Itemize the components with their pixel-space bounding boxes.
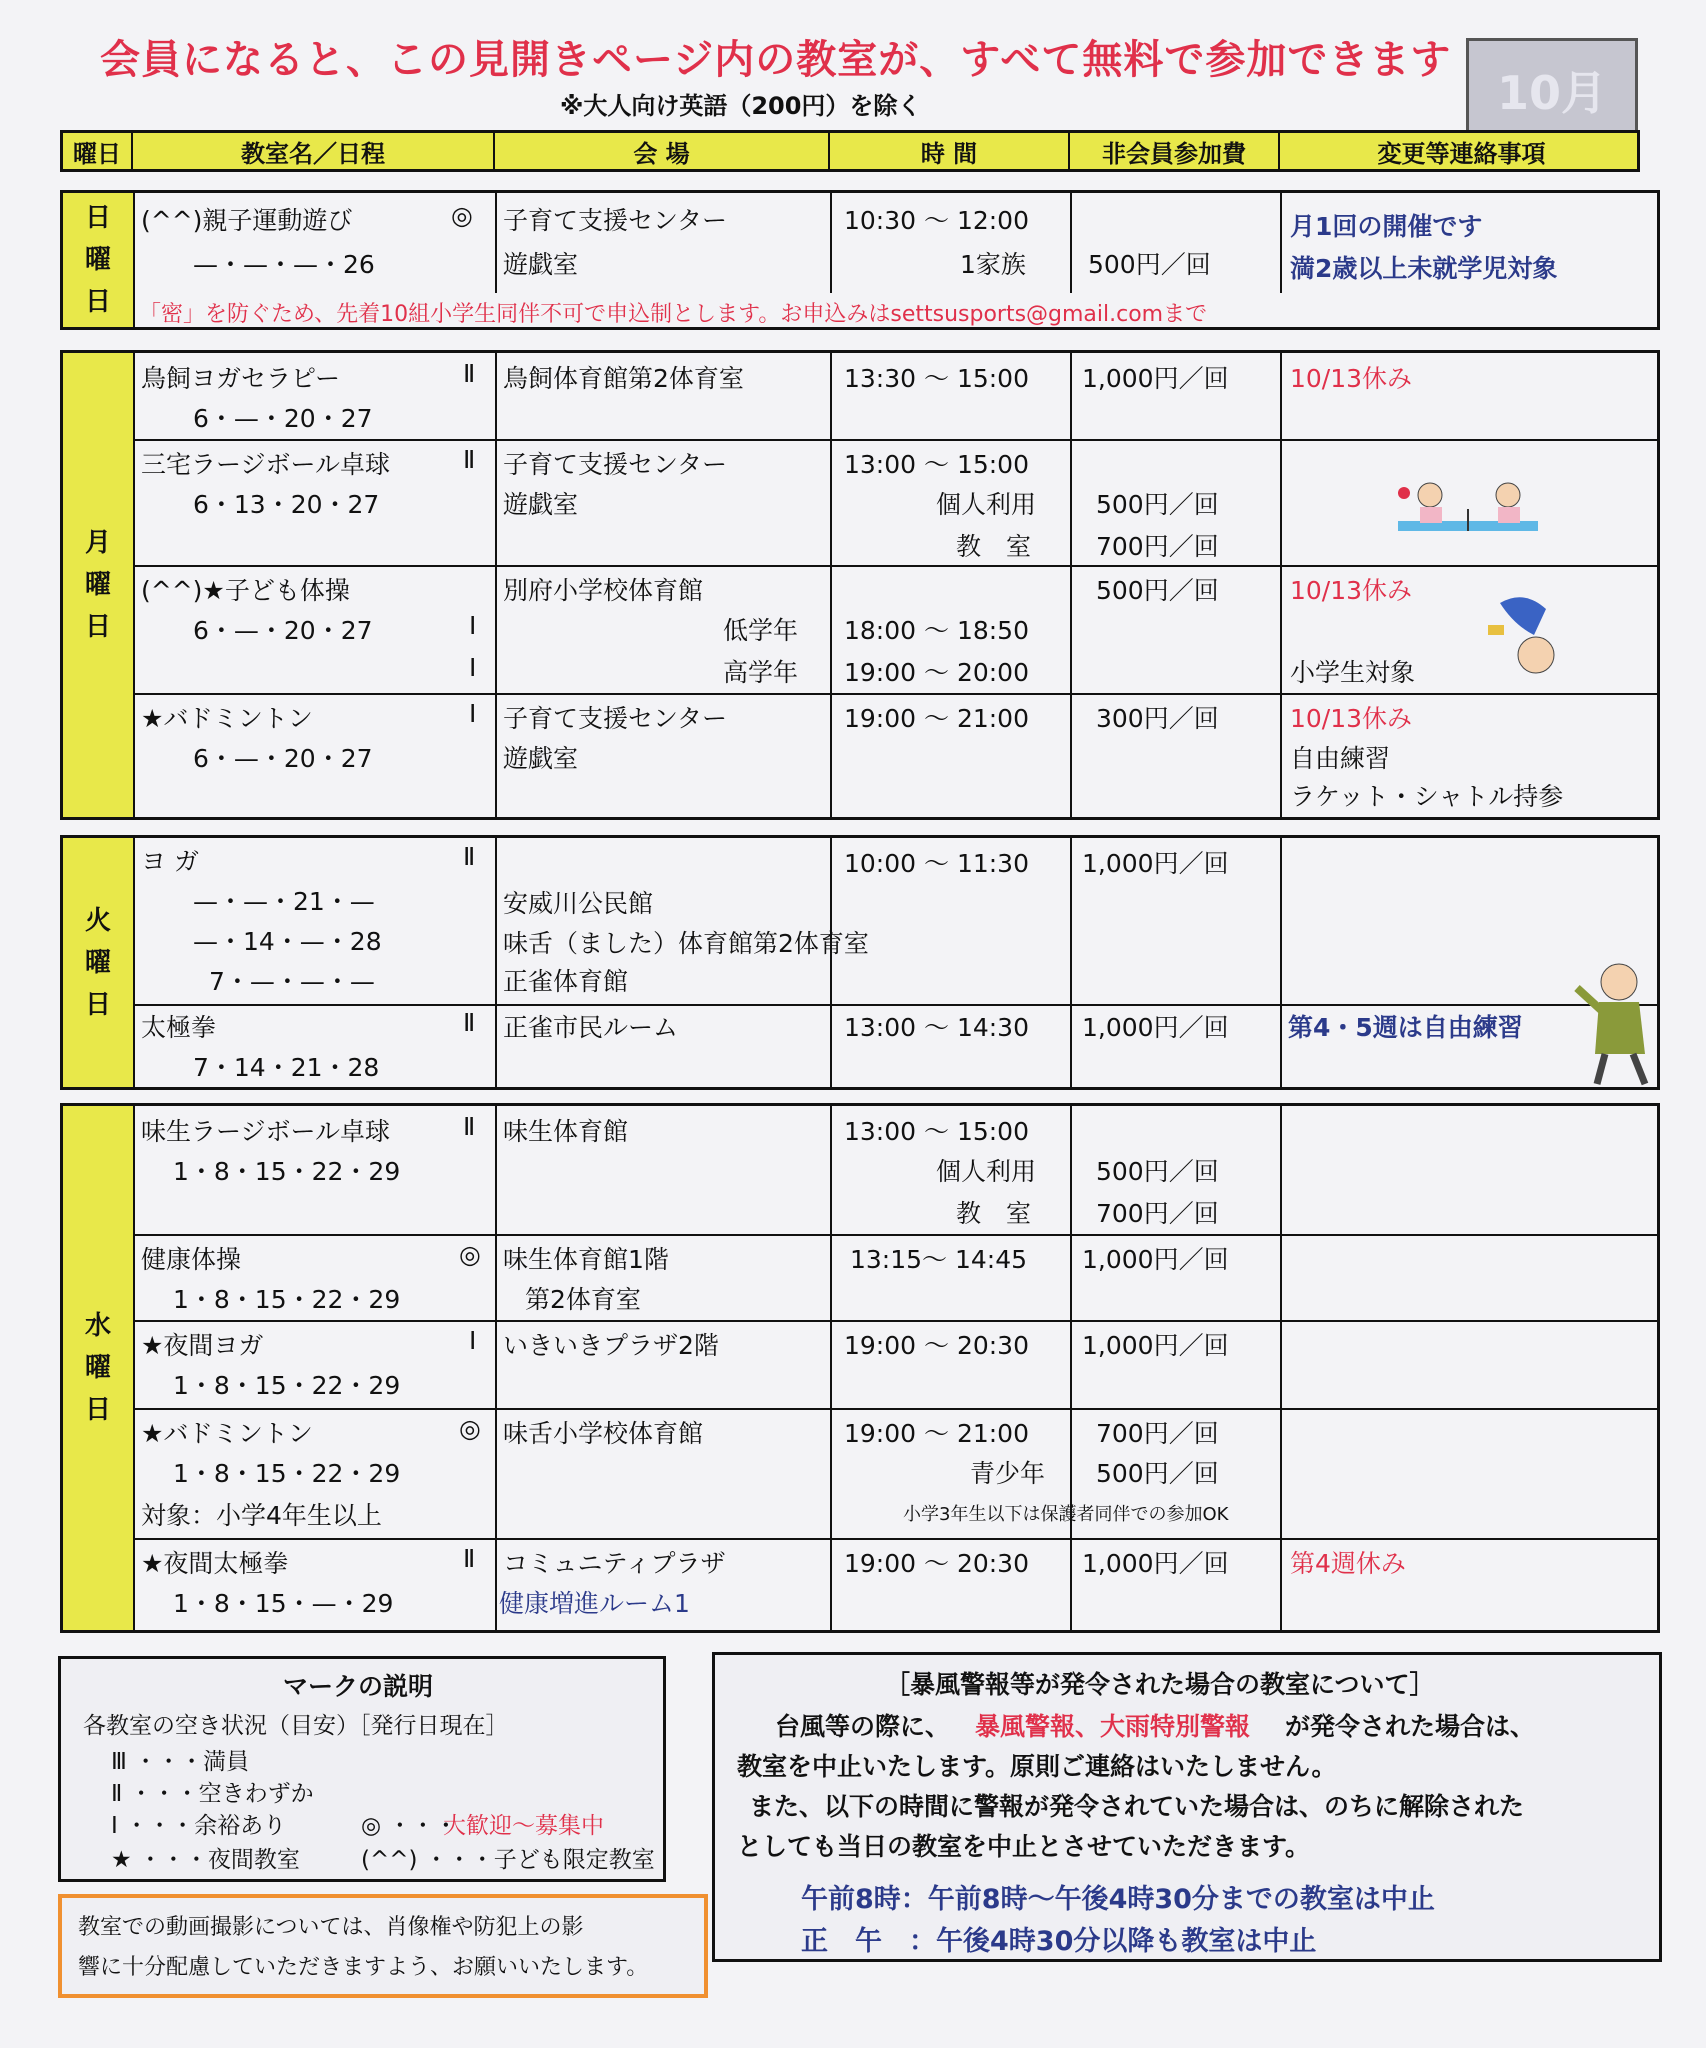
fee: 300円／回	[1096, 704, 1219, 733]
table-row	[133, 838, 1657, 1006]
storm-line: 台風等の際に、	[775, 1712, 951, 1741]
note: 小学生対象	[1290, 658, 1416, 687]
availability-mark: Ⅱ	[463, 842, 476, 871]
header-fee: 非会員参加費	[1070, 133, 1280, 169]
class-time: 13:00 〜 14:30	[844, 1013, 1029, 1042]
legend-mark: Ⅱ ・・・空きわずか	[111, 1781, 314, 1807]
class-dates: —・—・21・—	[193, 887, 375, 916]
availability-mark: Ⅰ	[469, 699, 477, 728]
class-time: 19:00 〜 21:00	[844, 1419, 1029, 1448]
note: 10/13休み	[1290, 576, 1413, 605]
wednesday-label: 水 曜 日	[63, 1106, 135, 1630]
class-dates: —・—・—・26	[193, 250, 375, 279]
fee-type: 教 室	[956, 532, 1032, 561]
fee-type: 個人利用	[936, 1157, 1037, 1186]
class-target: 対象：小学4年生以上	[141, 1501, 382, 1530]
availability-mark: ◎	[459, 1414, 481, 1443]
table-row	[133, 1538, 1657, 1630]
gymnast-illustration-icon	[1480, 585, 1570, 685]
storm-line: としても当日の教室を中止とさせていただきます。	[737, 1832, 1311, 1861]
class-name: 三宅ラージボール卓球	[141, 450, 391, 479]
table-row	[133, 193, 1657, 293]
grade-group: 高学年	[723, 658, 799, 687]
fee-unit: 1家族	[960, 250, 1026, 279]
monday-label: 月 曜 日	[63, 353, 135, 817]
headline: 会員になると、この見開きページ内の教室が、すべて無料で参加できます	[100, 37, 1452, 83]
fee: 1,000円／回	[1082, 364, 1229, 393]
note: 10/13休み	[1290, 364, 1413, 393]
note: 月1回の開催です	[1290, 212, 1483, 241]
fee: 1,000円／回	[1082, 1013, 1229, 1042]
legend-mark: ★ ・・・夜間教室	[111, 1847, 300, 1873]
table-row	[133, 439, 1657, 567]
table-row	[133, 353, 1657, 441]
class-name: 鳥飼ヨガセラピー	[141, 364, 341, 393]
class-time: 19:00 〜 20:30	[844, 1331, 1029, 1360]
table-row	[133, 565, 1657, 695]
storm-rule: 正 午 ：午後4時30分以降も教室は中止	[801, 1926, 1317, 1957]
class-name: ★バドミントン	[141, 704, 313, 733]
warning-line: 響に十分配慮していただきますよう、お願いいたします。	[78, 1955, 649, 1980]
video-warning	[58, 1894, 708, 1998]
storm-warning-notice	[712, 1652, 1662, 1962]
fee-type: 教 室	[956, 1199, 1032, 1228]
tuesday-label: 火 曜 日	[63, 838, 135, 1087]
venue-room: 遊戯室	[503, 744, 579, 773]
class-time: 19:00 〜 21:00	[844, 704, 1029, 733]
month-badge: 10月	[1466, 38, 1638, 148]
class-name: 太極拳	[141, 1013, 217, 1042]
venue: 子育て支援センター	[503, 704, 728, 733]
class-dates: 1・8・15・22・29	[173, 1285, 401, 1314]
venue: 子育て支援センター	[503, 450, 728, 479]
legend-mark: Ⅲ ・・・満員	[111, 1749, 250, 1775]
fee: 1,000円／回	[1082, 1549, 1229, 1578]
warning-line: 教室での動画撮影については、肖像権や防犯上の影	[78, 1915, 584, 1940]
storm-title: ［暴風警報等が発令された場合の教室について］	[885, 1670, 1435, 1699]
legend-mark-highlight: 大歓迎〜募集中	[443, 1813, 604, 1839]
class-time: 19:00 〜 20:00	[844, 658, 1029, 687]
monday-block	[60, 350, 1660, 820]
table-tennis-illustration-icon	[1390, 469, 1550, 549]
sunday-block	[60, 190, 1660, 330]
storm-line: 教室を中止いたします。原則ご連絡はいたしません。	[737, 1752, 1337, 1781]
note: ラケット・シャトル持参	[1290, 782, 1564, 811]
fee: 700円／回	[1096, 532, 1219, 561]
legend-line: 各教室の空き状況（目安）［発行日現在］	[83, 1713, 509, 1739]
venue-room: 第2体育室	[525, 1285, 641, 1314]
class-time: 19:00 〜 20:30	[844, 1549, 1029, 1578]
note: 10/13休み	[1290, 704, 1413, 733]
header-time: 時 間	[830, 133, 1070, 169]
legend-title: マークの説明	[283, 1672, 434, 1701]
class-dates: 6・13・20・27	[193, 490, 380, 519]
availability-mark: Ⅱ	[463, 1544, 476, 1573]
class-name: ヨ ガ	[141, 847, 199, 876]
class-time: 13:15〜 14:45	[850, 1245, 1028, 1274]
storm-line-highlight: 暴風警報、大雨特別警報	[975, 1712, 1251, 1741]
availability-mark: Ⅰ	[469, 611, 477, 640]
venue: 正雀市民ルーム	[503, 1013, 679, 1042]
venue: 正雀体育館	[503, 967, 629, 996]
fee: 1,000円／回	[1082, 1331, 1229, 1360]
class-time: 10:30 〜 12:00	[844, 206, 1029, 235]
venue-room: 遊戯室	[503, 490, 579, 519]
legend-mark: Ⅰ ・・・余裕あり	[111, 1813, 287, 1839]
venue: 味舌小学校体育館	[503, 1419, 704, 1448]
note: 第4・5週は自由練習	[1288, 1013, 1523, 1042]
note: 第4週休み	[1290, 1549, 1406, 1578]
class-dates: 1・8・15・22・29	[173, 1371, 401, 1400]
table-row	[133, 1106, 1657, 1236]
subline: ※大人向け英語（200円）を除く	[560, 92, 922, 120]
availability-mark: Ⅱ	[463, 1112, 476, 1141]
fee: 1,000円／回	[1082, 849, 1229, 878]
tuesday-block	[60, 835, 1660, 1090]
sunday-notice: 「密」を防ぐため、先着10組小学生同伴不可で申込制とします。お申込みはsettsusports@gmail.comまで	[139, 302, 1208, 327]
fee: 500円／回	[1088, 250, 1211, 279]
class-time: 13:00 〜 15:00	[844, 450, 1029, 479]
table-header	[60, 130, 1640, 172]
class-name: ★夜間太極拳	[141, 1549, 289, 1578]
venue: いきいきプラザ2階	[503, 1331, 719, 1360]
note: 自由練習	[1290, 744, 1391, 773]
venue: コミュニティプラザ	[503, 1549, 726, 1578]
table-row	[133, 693, 1657, 817]
header-class: 教室名／日程	[133, 133, 495, 169]
venue: 味生体育館	[503, 1117, 629, 1146]
fee: 500円／回	[1096, 1157, 1219, 1186]
storm-line: が発令された場合は、	[1285, 1712, 1536, 1741]
class-name: ★バドミントン	[141, 1419, 313, 1448]
class-time: 13:00 〜 15:00	[844, 1117, 1029, 1146]
storm-line: また、以下の時間に警報が発令されていた場合は、のちに解除された	[749, 1792, 1525, 1821]
venue: 別府小学校体育館	[503, 576, 704, 605]
fee: 500円／回	[1096, 490, 1219, 519]
legend-mark: ◎ ・・・	[361, 1813, 458, 1839]
availability-mark: Ⅱ	[463, 1008, 476, 1037]
availability-mark: ◎	[459, 1240, 481, 1269]
venue: 子育て支援センター	[503, 206, 728, 235]
table-row	[133, 1234, 1657, 1322]
venue: 安威川公民館	[503, 889, 654, 918]
table-row	[133, 1320, 1657, 1410]
fee-type: 個人利用	[936, 490, 1037, 519]
availability-mark: Ⅱ	[463, 445, 476, 474]
guardian-note: 小学3年生以下は保護者同伴での参加OK	[903, 1504, 1229, 1525]
class-dates: 6・—・20・27	[193, 404, 373, 433]
tai-chi-illustration-icon	[1573, 958, 1659, 1088]
grade-group: 低学年	[723, 616, 799, 645]
class-name: 味生ラージボール卓球	[141, 1117, 391, 1146]
class-dates: —・14・—・28	[193, 927, 382, 956]
fee: 1,000円／回	[1082, 1245, 1229, 1274]
storm-rule: 午前8時：午前8時〜午後4時30分までの教室は中止	[801, 1884, 1435, 1915]
class-dates: 1・8・15・22・29	[173, 1459, 401, 1488]
class-dates: 7・14・21・28	[193, 1053, 380, 1082]
class-time: 13:30 〜 15:00	[844, 364, 1029, 393]
availability-mark: ◎	[451, 201, 473, 230]
header-notes: 変更等連絡事項	[1377, 139, 1546, 168]
class-name: (^^)★子ども体操	[141, 576, 350, 605]
wednesday-block	[60, 1103, 1660, 1633]
class-time: 10:00 〜 11:30	[844, 849, 1029, 878]
fee: 500円／回	[1096, 576, 1219, 605]
class-dates: 1・8・15・—・29	[173, 1589, 394, 1618]
class-dates: 1・8・15・22・29	[173, 1157, 401, 1186]
availability-mark: Ⅰ	[469, 1326, 477, 1355]
class-name: ★夜間ヨガ	[141, 1331, 264, 1360]
class-dates: 7・—・—・—	[209, 967, 375, 996]
venue: 味生体育館1階	[503, 1245, 669, 1274]
venue-room: 健康増進ルーム1	[499, 1589, 690, 1618]
fee-type: 青少年	[970, 1459, 1046, 1488]
table-row	[133, 1004, 1657, 1088]
mark-legend	[58, 1656, 666, 1882]
class-time: 18:00 〜 18:50	[844, 616, 1029, 645]
note: 満2歳以上未就学児対象	[1290, 254, 1558, 283]
availability-mark: Ⅰ	[469, 653, 477, 682]
class-dates: 6・—・20・27	[193, 744, 373, 773]
sunday-label: 日 曜 日	[63, 193, 135, 327]
class-name: (^^)親子運動遊び	[141, 206, 353, 235]
fee: 700円／回	[1096, 1419, 1219, 1448]
class-dates: 6・—・20・27	[193, 616, 373, 645]
header-venue: 会 場	[495, 133, 830, 169]
availability-mark: Ⅱ	[463, 359, 476, 388]
fee: 500円／回	[1096, 1459, 1219, 1488]
fee: 700円／回	[1096, 1199, 1219, 1228]
venue-room: 遊戯室	[503, 250, 579, 279]
venue: 味舌（ました）体育館第2体育室	[503, 929, 869, 958]
class-name: 健康体操	[141, 1245, 242, 1274]
table-row	[133, 1408, 1657, 1540]
header-day: 曜日	[63, 133, 133, 169]
legend-mark: (^^) ・・・子ども限定教室	[361, 1847, 655, 1873]
venue: 鳥飼体育館第2体育室	[503, 364, 744, 393]
